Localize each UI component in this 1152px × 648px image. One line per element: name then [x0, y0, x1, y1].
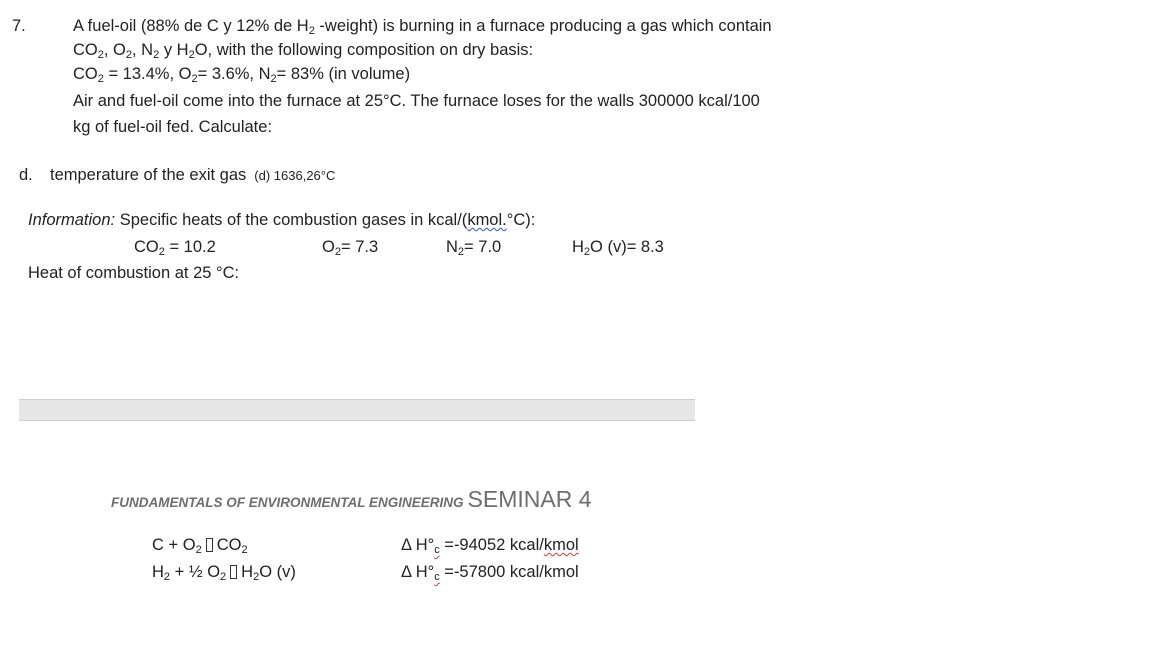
reaction-hydrogen: $H_2$ + ½ $O_2$ $H_2O$ (v) [152, 563, 296, 583]
problem-line-4: Air and fuel-oil come into the furnace at 25°C. The furnace loses for the walls 300000 kcal/100 [73, 92, 760, 110]
information-line: Information: Specific heats of the combustion gases in kcal/(kmol.°C): [28, 211, 536, 229]
question-answer: (d) 1636,26°C [254, 168, 336, 183]
problem-line-2: $CO_2$, $O_2$, $N_2$ y $H_2O$, with the following composition on dry basis: [73, 41, 534, 61]
question-letter: d. [19, 166, 33, 184]
problem-line-1: A fuel-oil (88% de C y 12% de $H_2$ -weight) is burning in a furnace producing a gas which contain [73, 17, 772, 37]
enthalpy-hydrogen: Δ $H^\circ_c =-57800$ kcal/kmol [401, 563, 579, 583]
page-footer [111, 486, 592, 513]
course-title: FUNDAMENTALS OF ENVIRONMENTAL ENGINEERING [111, 495, 464, 510]
heat-of-combustion-label: Heat of combustion at 25 °C: [28, 264, 240, 282]
specific-heat-n2: $N_2= 7.0$ [446, 238, 502, 258]
specific-heat-o2: $O_2= 7.3$ [322, 238, 379, 258]
question-d [19, 166, 335, 185]
page-break-band [19, 399, 695, 421]
seminar-title: SEMINAR 4 [467, 486, 592, 512]
problem-line-3: $CO_2 = 13.4\%$, $O_2= 3.6\%$, $N_2= 83\%$ (in volume) [73, 65, 411, 85]
specific-heat-h2o: $H_2O$ (v)= 8.3 [572, 238, 664, 258]
specific-heat-co2: $CO_2 = 10.2$ [134, 238, 216, 258]
question-text: temperature of the exit gas [50, 166, 247, 184]
missing-arrow-glyph-icon [230, 565, 237, 579]
reaction-carbon: $C + O_2$ $CO_2$ [152, 536, 248, 556]
missing-arrow-glyph-icon [206, 538, 213, 552]
problem-number: 7. [12, 17, 26, 35]
problem-line-5: kg of fuel-oil fed. Calculate: [73, 118, 273, 136]
enthalpy-carbon: Δ $H^\circ_c =-94052$ kcal/kmol [401, 536, 579, 556]
